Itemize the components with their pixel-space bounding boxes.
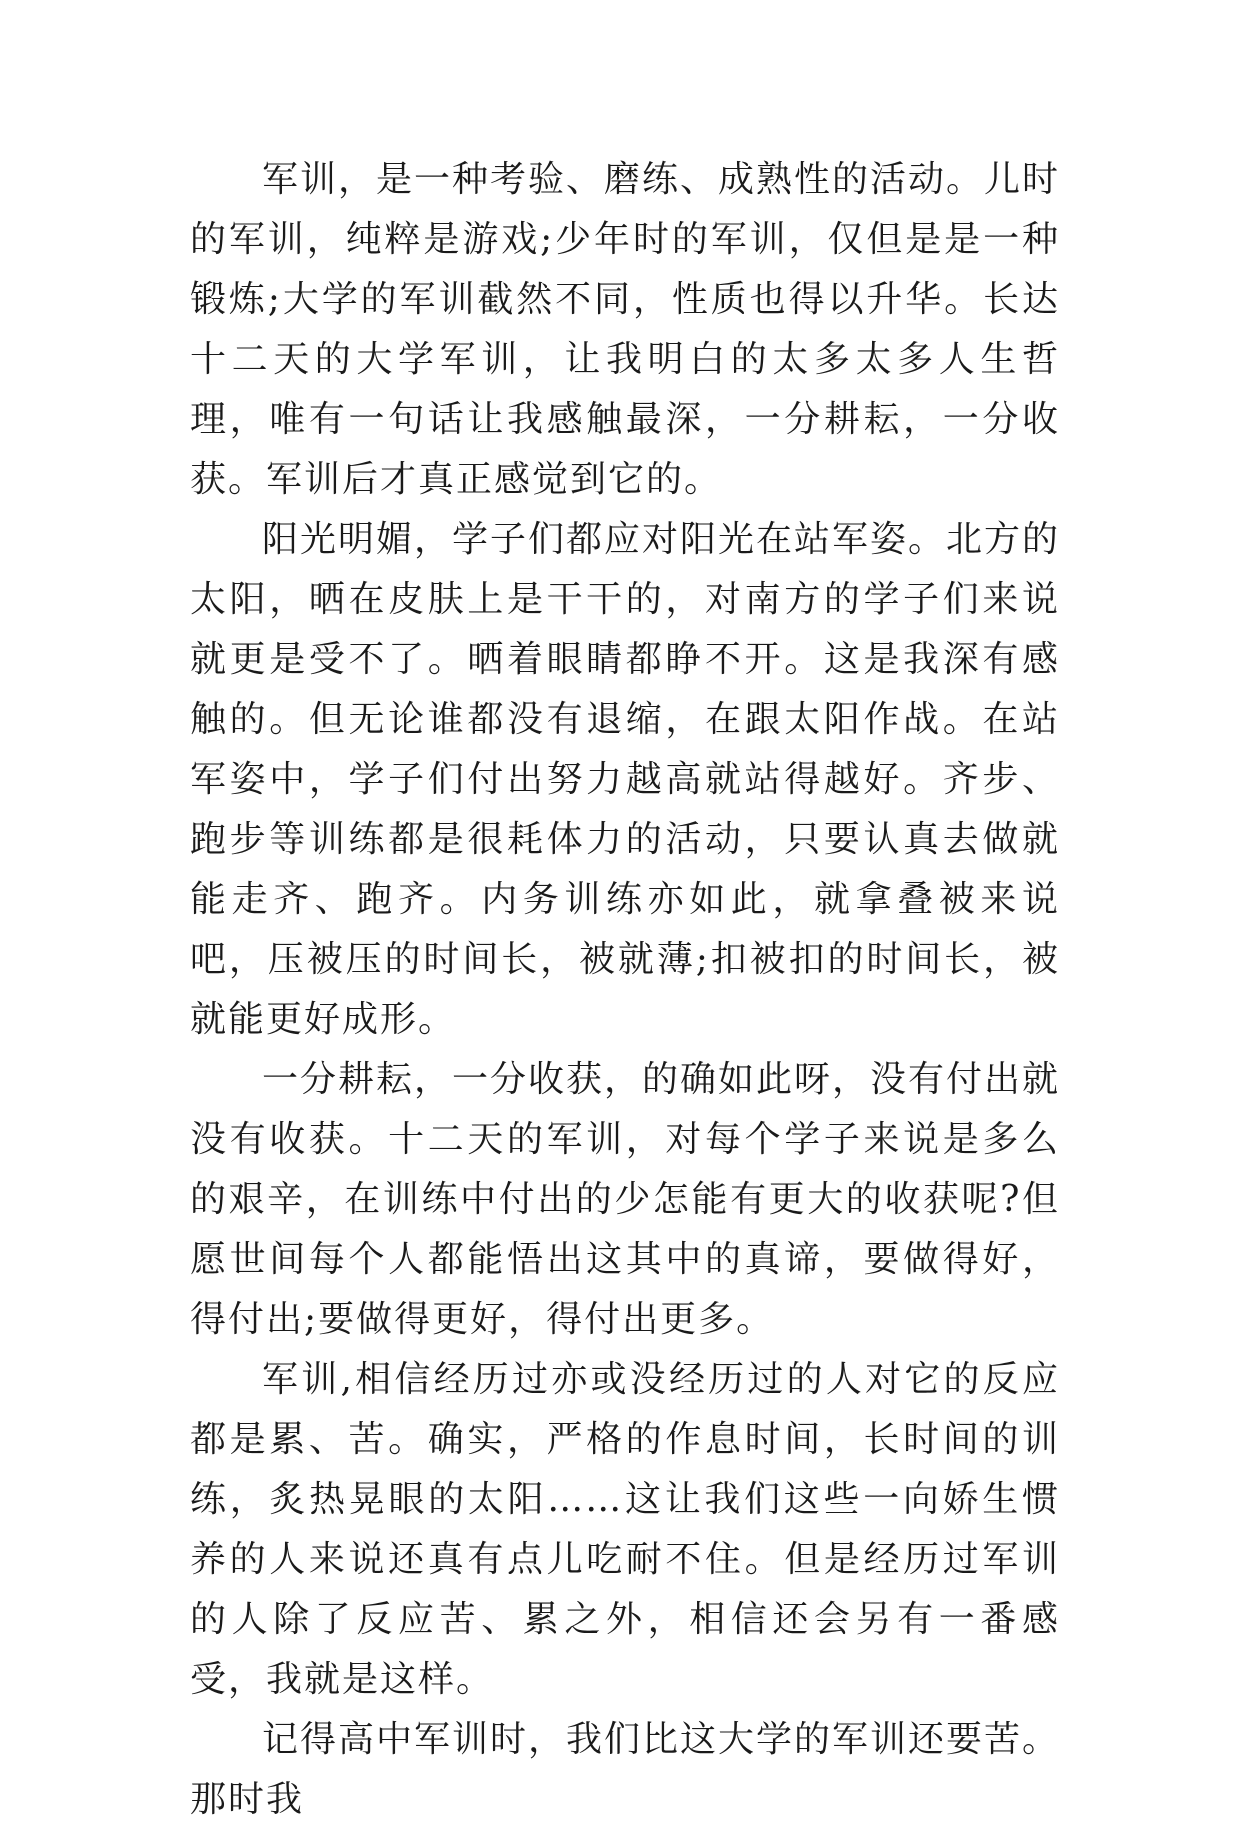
paragraph: 一分耕耘，一分收获，的确如此呀，没有付出就没有收获。十二天的军训，对每个学子来说是多么的艰辛，在训练中付出的少怎能有更大的收获呢?但愿世间每个人都能悟出这其中的真谛，要做得好，得付出;要做得更好，得付出更多。 (190, 1059, 1061, 1340)
paragraph: 军训，是一种考验、磨练、成熟性的活动。儿时的军训，纯粹是游戏;少年时的军训，仅但是是一种锻炼;大学的军训截然不同，性质也得以升华。长达十二天的大学军训，让我明白的太多太多人生哲理，唯有一句话让我感触最深，一分耕耘，一分收获。军训后才真正感觉到它的。 (190, 159, 1061, 500)
paragraph: 军训,相信经历过亦或没经历过的人对它的反应都是累、苦。确实，严格的作息时间，长时间的训练，炙热晃眼的太阳……这让我们这些一向娇生惯养的人来说还真有点儿吃耐不住。但是经历过军训的人除了反应苦、累之外，相信还会另有一番感受，我就是这样。 (190, 1359, 1060, 1700)
paragraph: 记得高中军训时，我们比这大学的军训还要苦。那时我 (190, 1719, 1061, 1820)
document-body (190, 150, 1060, 1830)
paragraph: 阳光明媚，学子们都应对阳光在站军姿。北方的太阳，晒在皮肤上是干干的，对南方的学子们来说就更是受不了。晒着眼睛都睁不开。这是我深有感触的。但无论谁都没有退缩，在跟太阳作战。在站军姿中，学子们付出努力越高就站得越好。齐步、跑步等训练都是很耗体力的活动，只要认真去做就能走齐、跑齐。内务训练亦如此，就拿叠被来说吧，压被压的时间长，被就薄;扣被扣的时间长，被就能更好成形。 (190, 519, 1061, 1040)
